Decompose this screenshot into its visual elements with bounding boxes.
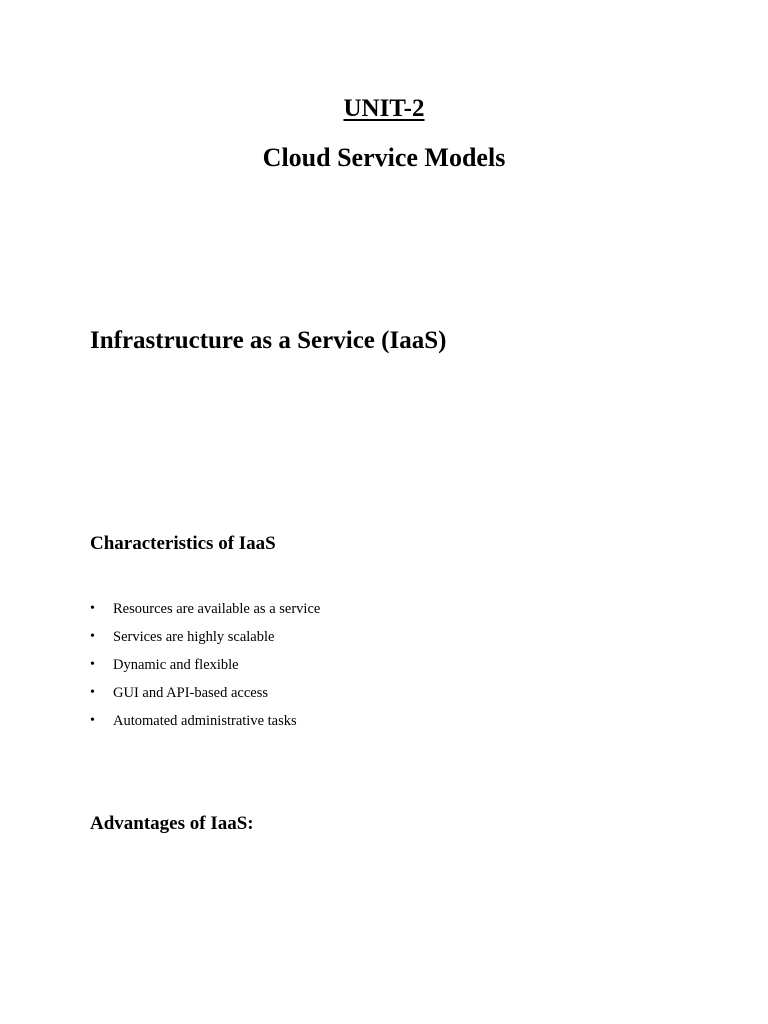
- list-item: [90, 653, 320, 681]
- list-item-text: Dynamic and flexible: [113, 657, 239, 673]
- list-item: [90, 709, 320, 737]
- bullet-icon: •: [90, 657, 95, 672]
- list-item-text: GUI and API-based access: [113, 685, 269, 701]
- characteristics-heading: Characteristics of IaaS: [90, 533, 276, 554]
- unit-label: UNIT-2: [343, 95, 425, 122]
- section-heading-iaas: Infrastructure as a Service (IaaS): [90, 327, 447, 354]
- bullet-icon: •: [90, 629, 95, 644]
- list-item-text: Resources are available as a service: [113, 601, 321, 617]
- page-title: Cloud Service Models: [262, 143, 506, 172]
- list-item-text: Services are highly scalable: [113, 629, 275, 645]
- characteristics-list: [90, 597, 320, 737]
- list-item-text: Automated administrative tasks: [113, 713, 297, 729]
- list-item: [90, 681, 320, 709]
- list-item: [90, 625, 320, 653]
- list-item: [90, 597, 320, 625]
- bullet-icon: •: [90, 601, 95, 616]
- bullet-icon: •: [90, 713, 95, 728]
- bullet-icon: •: [90, 685, 95, 700]
- advantages-heading: Advantages of IaaS:: [90, 813, 254, 834]
